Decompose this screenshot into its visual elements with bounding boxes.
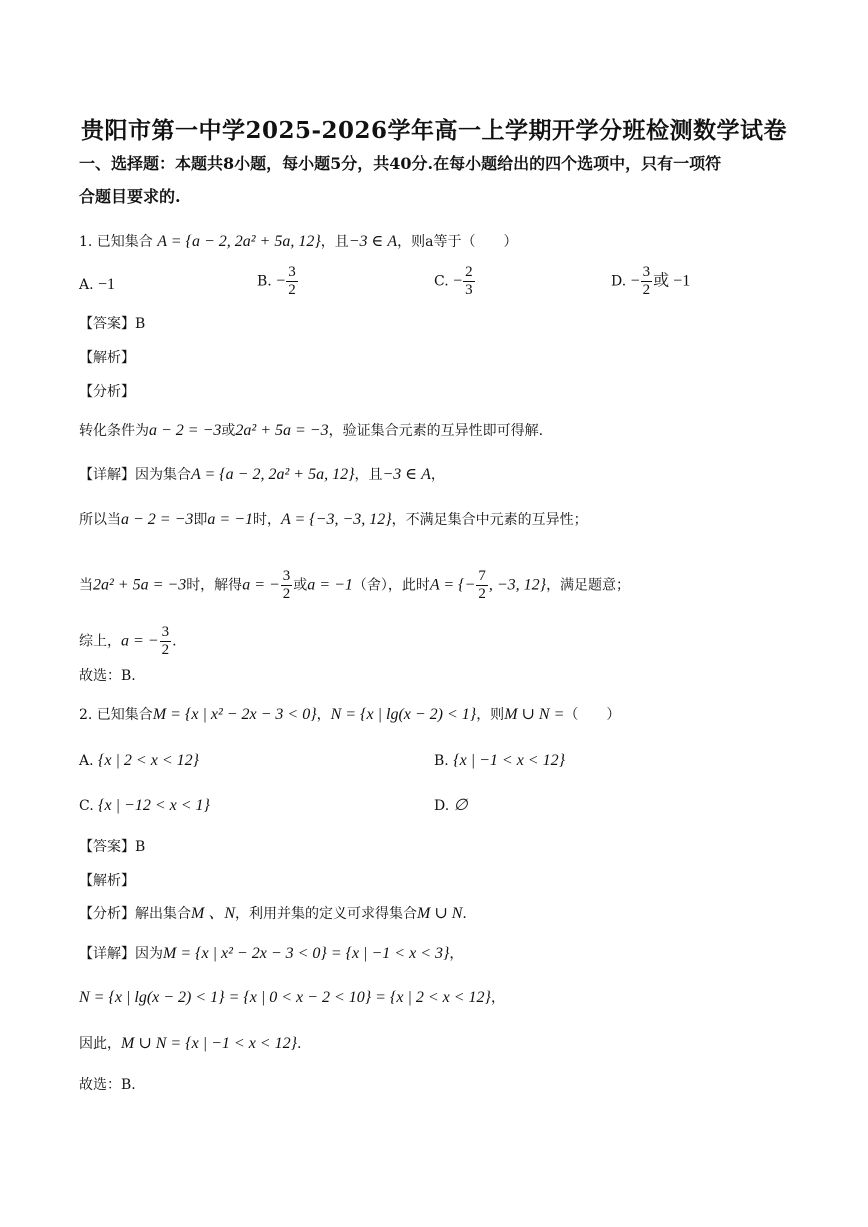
q2-detail-m [79, 944, 798, 964]
q2-detail-n [79, 988, 798, 1008]
option-label: C. [79, 798, 94, 814]
equation: M = {x | x² − 2x − 3 < 0} = {x | −1 < x < 3} [163, 945, 450, 962]
q1-analysis-tag: 【解析】 [79, 350, 135, 366]
text-run: 【分析】解出集合 [79, 906, 191, 922]
text-run: ，且 [354, 467, 383, 483]
text-run: ，满足题意； [546, 577, 631, 594]
minus-sign: − [630, 272, 640, 290]
text-run: ， [449, 946, 464, 962]
equation: A = {−3, −3, 12} [280, 511, 392, 528]
option-label: B. [257, 273, 272, 290]
fraction [281, 568, 293, 603]
equation: a = − [242, 576, 280, 594]
fraction-numerator: 2 [465, 264, 473, 280]
fraction-numerator: 3 [642, 264, 651, 280]
q2-answer: 【答案】B [79, 839, 146, 855]
q2-fenxi [79, 904, 798, 924]
q1-fenxi-text [79, 421, 798, 441]
text-run: . [172, 633, 177, 650]
equation: M ∪ N [417, 905, 463, 922]
option-fraction [463, 264, 475, 299]
q1-stem-mid: ，且 [320, 234, 349, 250]
text-run: 时， [252, 512, 281, 528]
fraction-numerator: 3 [282, 568, 291, 584]
q2-analysis-tag: 【解析】 [79, 873, 135, 889]
text-run: ，不满足集合中元素的互异性； [391, 512, 588, 528]
q1-fenxi-tag: 【分析】 [79, 384, 135, 400]
q1-option-b [257, 264, 299, 299]
q1-choice: 故选：B. [79, 668, 136, 684]
minus-sign: − [276, 272, 286, 290]
option-label: A. [79, 753, 94, 769]
q2-stem [79, 705, 798, 725]
option-suffix: 或 −1 [653, 272, 691, 290]
equation: M 、N [191, 905, 236, 922]
fraction-denominator: 2 [478, 586, 486, 602]
q2-result [79, 1034, 798, 1054]
equation: −3 ∈ A [382, 466, 431, 483]
text-run: 或 [221, 423, 236, 439]
text-run: 因为集合 [135, 467, 191, 483]
fraction-denominator: 2 [161, 642, 170, 658]
equation: a − 2 = −3 [121, 511, 194, 528]
q2-choice: 故选：B. [79, 1077, 136, 1093]
text-run: ， [490, 990, 505, 1006]
q1-answer: 【答案】B [79, 316, 146, 332]
text-run: 当 [79, 577, 93, 594]
equation: a − 2 = −3 [149, 422, 222, 439]
text-run: ， [430, 467, 445, 483]
option-value: {x | 2 < x < 12} [98, 752, 200, 769]
text-run: ， [316, 707, 331, 723]
fraction-numerator: 7 [478, 568, 486, 584]
option-label: C. [434, 273, 449, 290]
text-run: ，利用并集的定义可求得集合 [235, 906, 418, 922]
option-label: B. [434, 753, 449, 769]
q1-summary [79, 624, 798, 659]
equation: A = {− [429, 576, 476, 594]
text-run: . [462, 906, 467, 922]
detail-tag: 【详解】 [79, 467, 135, 483]
option-label: D. [434, 798, 450, 814]
fraction-denominator: 2 [282, 586, 291, 602]
q2-option-d [434, 796, 468, 816]
option-label: A. [79, 277, 94, 293]
q2-option-b [434, 751, 565, 771]
fraction [160, 624, 172, 659]
option-fraction [286, 264, 298, 299]
equation: a = −1 [307, 576, 353, 594]
equation: , −3, 12} [488, 576, 547, 594]
q1-case1 [79, 510, 798, 530]
equation: A = {a − 2, 2a² + 5a, 12} [191, 466, 355, 483]
text-run: 即 [193, 512, 208, 528]
minus-sign: − [453, 272, 463, 290]
equation: 2a² + 5a = −3 [235, 422, 329, 439]
text-run: ，验证集合元素的互异性即可得解. [328, 423, 544, 439]
q1-option-a [79, 275, 115, 295]
text-run: 所以当 [79, 512, 121, 528]
q1-option-d [611, 264, 690, 299]
text-run: 或 [293, 577, 308, 594]
equation: a = − [121, 632, 159, 650]
option-value: ∅ [453, 797, 468, 814]
q1-condition: −3 ∈ A [348, 233, 398, 250]
q1-stem [79, 232, 798, 252]
option-value: −1 [98, 276, 116, 293]
text-run: . [297, 1036, 302, 1052]
fraction-numerator: 3 [288, 264, 296, 280]
text-run: （舍），此时 [352, 577, 430, 594]
text-run: 转化条件为 [79, 423, 149, 439]
text-run: 时，解得 [186, 577, 243, 594]
equation: M ∪ N = {x | −1 < x < 12} [121, 1035, 297, 1052]
text-run: 【详解】因为 [79, 946, 163, 962]
fraction [476, 568, 488, 603]
q2-option-a [79, 751, 199, 771]
fraction-denominator: 3 [465, 282, 473, 298]
exam-title: 贵阳市第一中学2025-2026学年高一上学期开学分班检测数学试卷 [80, 117, 788, 144]
text-run: （ ） [564, 707, 621, 723]
q1-option-c [434, 264, 476, 299]
text-run: 综上， [79, 633, 121, 650]
option-fraction [641, 264, 653, 299]
q1-stem-prefix: 1. 已知集合 [79, 234, 153, 250]
q1-stem-suffix: ，则a等于（ ） [397, 234, 518, 250]
section-heading-line1: 一、选择题：本题共8小题，每小题5分，共40分.在每小题给出的四个选项中，只有一项符 [79, 154, 722, 173]
text-run: 因此， [79, 1036, 121, 1052]
equation: M ∪ N = [504, 706, 565, 723]
q1-set-a: A = {a − 2, 2a² + 5a, 12} [157, 233, 321, 250]
q1-case2 [79, 568, 798, 603]
fraction-numerator: 3 [161, 624, 170, 640]
equation: N = {x | lg(x − 2) < 1} = {x | 0 < x − 2 < 10} = {x | 2 < x < 12} [79, 989, 491, 1006]
equation: M = {x | x² − 2x − 3 < 0} [152, 706, 317, 723]
q1-detail-line1 [79, 465, 798, 485]
equation: 2a² + 5a = −3 [93, 576, 187, 594]
q2-option-c [79, 796, 210, 816]
equation: a = −1 [207, 511, 253, 528]
fraction-denominator: 2 [288, 282, 296, 298]
fraction-denominator: 2 [642, 282, 651, 298]
option-label: D. [611, 273, 627, 290]
option-value: {x | −1 < x < 12} [453, 752, 565, 769]
option-value: {x | −12 < x < 1} [98, 797, 210, 814]
text-run: ，则 [476, 707, 505, 723]
section-heading-line2: 合题目要求的. [79, 187, 181, 206]
equation: N = {x | lg(x − 2) < 1} [330, 706, 477, 723]
q2-stem-prefix: 2. 已知集合 [79, 707, 153, 723]
